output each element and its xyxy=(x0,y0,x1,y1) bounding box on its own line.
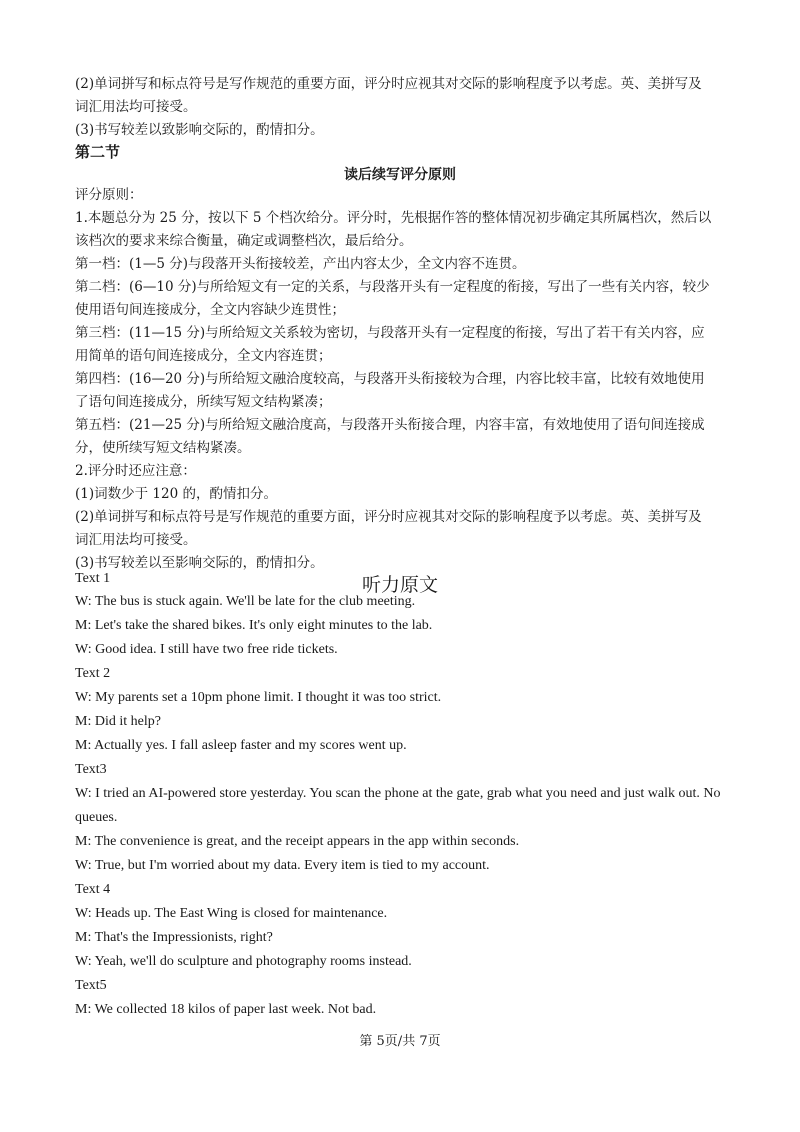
top-item-2-line-2: 词汇用法均可接受。 xyxy=(75,99,197,115)
tier-4-line-2: 了语句间连接成分，所续写短文结构紧凑； xyxy=(75,394,332,410)
tier-2-line-2: 使用语句间连接成分，全文内容缺少连贯性； xyxy=(75,302,345,318)
listening-title: 听力原文 xyxy=(361,574,438,596)
top-item-3: (3)书写较差以致影响交际的，酌情扣分。 xyxy=(75,122,324,138)
text-4-line-3: W: Yeah, we'll do sculpture and photography rooms instead. xyxy=(75,954,412,969)
tier-3-line-2: 用简单的语句间连接成分，全文内容连贯； xyxy=(75,348,332,364)
text-3-line-1a: W: I tried an AI-powered store yesterday. You scan the phone at the gate, grab what you need and just walk out. No xyxy=(75,786,721,801)
text-3-label: Text3 xyxy=(75,762,107,777)
text-2-line-3: M: Actually yes. I fall asleep faster and my scores went up. xyxy=(75,738,407,753)
text-4-label: Text 4 xyxy=(75,882,111,897)
note-2-line-2: 词汇用法均可接受。 xyxy=(75,532,197,548)
text-5-label: Text5 xyxy=(75,978,107,993)
continuation-writing-title: 读后续写评分原则 xyxy=(344,167,456,183)
text-2-label: Text 2 xyxy=(75,666,111,681)
principle-1-line-2: 该档次的要求来综合衡量，确定或调整档次，最后给分。 xyxy=(75,233,413,249)
note-1: (1)词数少于 120 的，酌情扣分。 xyxy=(75,486,277,502)
page-number: 第 5页/共 7页 xyxy=(359,1034,441,1049)
note-2-line-1: (2)单词拼写和标点符号是写作规范的重要方面，评分时应视其对交际的影响程度予以考虑。英、美拼写及 xyxy=(75,509,702,525)
top-item-2-line-1: (2)单词拼写和标点符号是写作规范的重要方面，评分时应视其对交际的影响程度予以考虑。英、美拼写及 xyxy=(75,76,702,92)
text-3-line-2: M: The convenience is great, and the receipt appears in the app within seconds. xyxy=(75,834,520,849)
text-2-line-2: M: Did it help? xyxy=(75,714,161,729)
tier-2-line-1: 第二档：(6—10 分)与所给短文有一定的关系，与段落开头有一定程度的衔接，写出了一些有关内容，较少 xyxy=(75,279,710,295)
text-1-label: Text 1 xyxy=(75,571,111,586)
text-3-line-1b: queues. xyxy=(75,810,118,825)
text-1-line-1: W: The bus is stuck again. We'll be late for the club meeting. xyxy=(75,594,416,609)
text-2-line-1: W: My parents set a 10pm phone limit. I thought it was too strict. xyxy=(75,690,442,705)
tier-5-line-1: 第五档：(21—25 分)与所给短文融洽度高，与段落开头衔接合理，内容丰富，有效地使用了语句间连接成 xyxy=(75,417,705,433)
tier-5-line-2: 分，使所续写短文结构紧凑。 xyxy=(75,440,251,456)
note-3: (3)书写较差以至影响交际的，酌情扣分。 xyxy=(75,555,324,571)
section-2-heading: 第二节 xyxy=(75,143,121,161)
text-3-line-3: W: True, but I'm worried about my data. Every item is tied to my account. xyxy=(75,858,490,873)
principle-2: 2.评分时还应注意： xyxy=(75,463,196,479)
text-4-line-1: W: Heads up. The East Wing is closed for maintenance. xyxy=(75,906,388,921)
text-1-line-2: M: Let's take the shared bikes. It's only eight minutes to the lab. xyxy=(75,618,433,633)
tier-3-line-1: 第三档：(11—15 分)与所给短文关系较为密切，与段落开头有一定程度的衔接，写出了若干有关内容，应 xyxy=(75,325,705,341)
principle-1-line-1: 1.本题总分为 25 分，按以下 5 个档次给分。评分时，先根据作答的整体情况初步确定其所属档次，然后以 xyxy=(75,210,712,226)
text-5-line-1: M: We collected 18 kilos of paper last week. Not bad. xyxy=(75,1002,377,1017)
text-1-line-3: W: Good idea. I still have two free ride tickets. xyxy=(75,642,338,657)
text-4-line-2: M: That's the Impressionists, right? xyxy=(75,930,273,945)
tier-1: 第一档：(1—5 分)与段落开头衔接较差，产出内容太少，全文内容不连贯。 xyxy=(75,256,526,272)
tier-4-line-1: 第四档：(16—20 分)与所给短文融洽度较高，与段落开头衔接较为合理，内容比较丰富，比较有效地使用 xyxy=(75,371,705,387)
principles-label: 评分原则： xyxy=(75,187,143,203)
